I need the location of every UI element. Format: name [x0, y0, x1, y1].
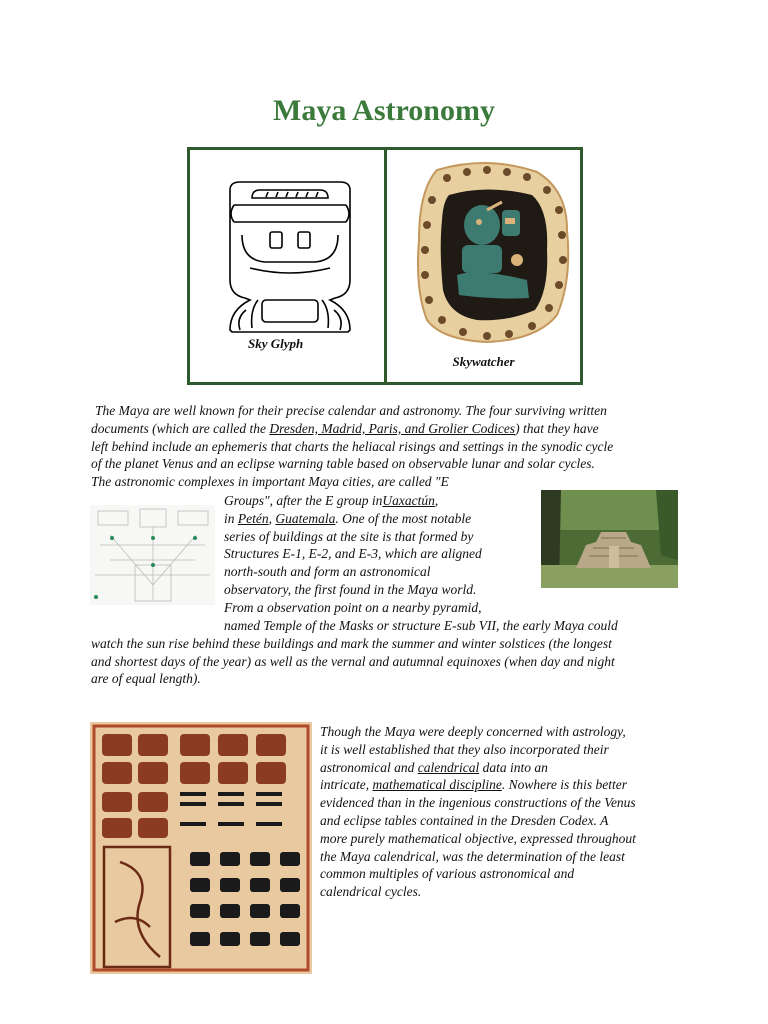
codex-line: the Maya calendrical, was the determination of the least: [320, 848, 625, 864]
intro-line: The Maya are well known for their precise calendar and astronomy. The four surviving written: [95, 403, 607, 418]
codex-line: common multiples of various astronomical and: [320, 866, 575, 882]
codex-line: [320, 759, 680, 777]
sky-glyph-caption: Sky Glyph: [248, 336, 304, 351]
codex-paragraph: [320, 723, 680, 901]
codex-line: evidenced than in the ingenious constructions of the Venus: [320, 795, 636, 811]
egroups-text: Groups", after the E group in: [224, 493, 383, 508]
codex-line: Though the Maya were deeply concerned with astrology,: [320, 724, 626, 739]
egroups-text: . One of the most notable: [335, 510, 472, 526]
egroups-line: are of equal length).: [91, 671, 201, 687]
skywatcher-caption: Skywatcher: [452, 354, 515, 369]
glyph-figure-box: [187, 147, 583, 385]
codex-line: [320, 776, 680, 794]
e-group-diagram-image: [90, 505, 215, 605]
egroups-text: ,: [434, 493, 439, 508]
intro-line: The astronomic complexes in important Maya cities, are called "E: [91, 474, 449, 490]
guatemala-link[interactable]: Guatemala: [275, 510, 336, 526]
calendrical-link[interactable]: calendrical: [417, 759, 480, 775]
skywatcher-cell: [384, 150, 581, 382]
egroups-line: observatory, the first found in the Maya world.: [224, 581, 477, 597]
intro-line: [91, 420, 691, 438]
codex-line: and eclipse tables contained in the Dresden Codex. A: [320, 812, 609, 828]
egroups-line: north-south and form an astronomical: [224, 564, 431, 580]
egroups-line: watch the sun rise behind these buildings and mark the summer and winter solstices (the longest: [91, 635, 612, 651]
egroups-line: series of buildings at the site is that formed by: [224, 528, 474, 544]
egroups-line: [224, 510, 524, 528]
sky-glyph-cell: [190, 150, 384, 382]
codex-line: it is well established that they also incorporated their: [320, 741, 609, 757]
egroups-line: From a observation point on a nearby pyramid,: [224, 599, 482, 615]
codex-text: intricate,: [320, 777, 373, 793]
skywatcher-image: [387, 150, 593, 376]
egroups-line: [224, 492, 524, 510]
egroups-line: named Temple of the Masks or structure E-sub VII, the early Maya could: [224, 618, 618, 633]
uaxactun-link[interactable]: Uaxactún: [382, 493, 435, 508]
intro-paragraph: [91, 402, 691, 491]
egroups-line: Structures E-1, E-2, and E-3, which are aligned: [224, 546, 482, 562]
intro-line: left behind include an ephemeris that charts the heliacal risings and settings in the synodic cycle: [91, 438, 614, 454]
egroups-text: ,: [268, 510, 276, 526]
codices-link[interactable]: Dresden, Madrid, Paris, and Grolier Codices: [269, 420, 516, 436]
egroups-line: and shortest days of the year) as well as the vernal and autumnal equinoxes (when day and night: [91, 653, 615, 669]
codex-line: calendrical cycles.: [320, 884, 422, 900]
intro-text: ) that they have: [515, 420, 599, 436]
codex-text: astronomical and: [320, 759, 418, 775]
intro-text: documents (which are called the: [91, 420, 270, 436]
egroups-paragraph-cont: [91, 617, 691, 688]
codex-text: . Nowhere is this better: [501, 777, 627, 793]
egroups-text: in: [224, 510, 238, 526]
pyramid-photo: [541, 490, 678, 588]
page-title: Maya Astronomy: [273, 94, 495, 127]
dresden-codex-image: [90, 722, 312, 974]
intro-line: of the planet Venus and an eclipse warning table based on observable lunar and solar cycles.: [91, 456, 595, 472]
egroups-paragraph: [224, 492, 524, 617]
peten-link[interactable]: Petén: [237, 510, 269, 526]
codex-line: more purely mathematical objective, expressed throughout: [320, 830, 636, 846]
mathematical-discipline-link[interactable]: mathematical discipline: [372, 777, 502, 793]
codex-text: data into an: [479, 759, 548, 775]
